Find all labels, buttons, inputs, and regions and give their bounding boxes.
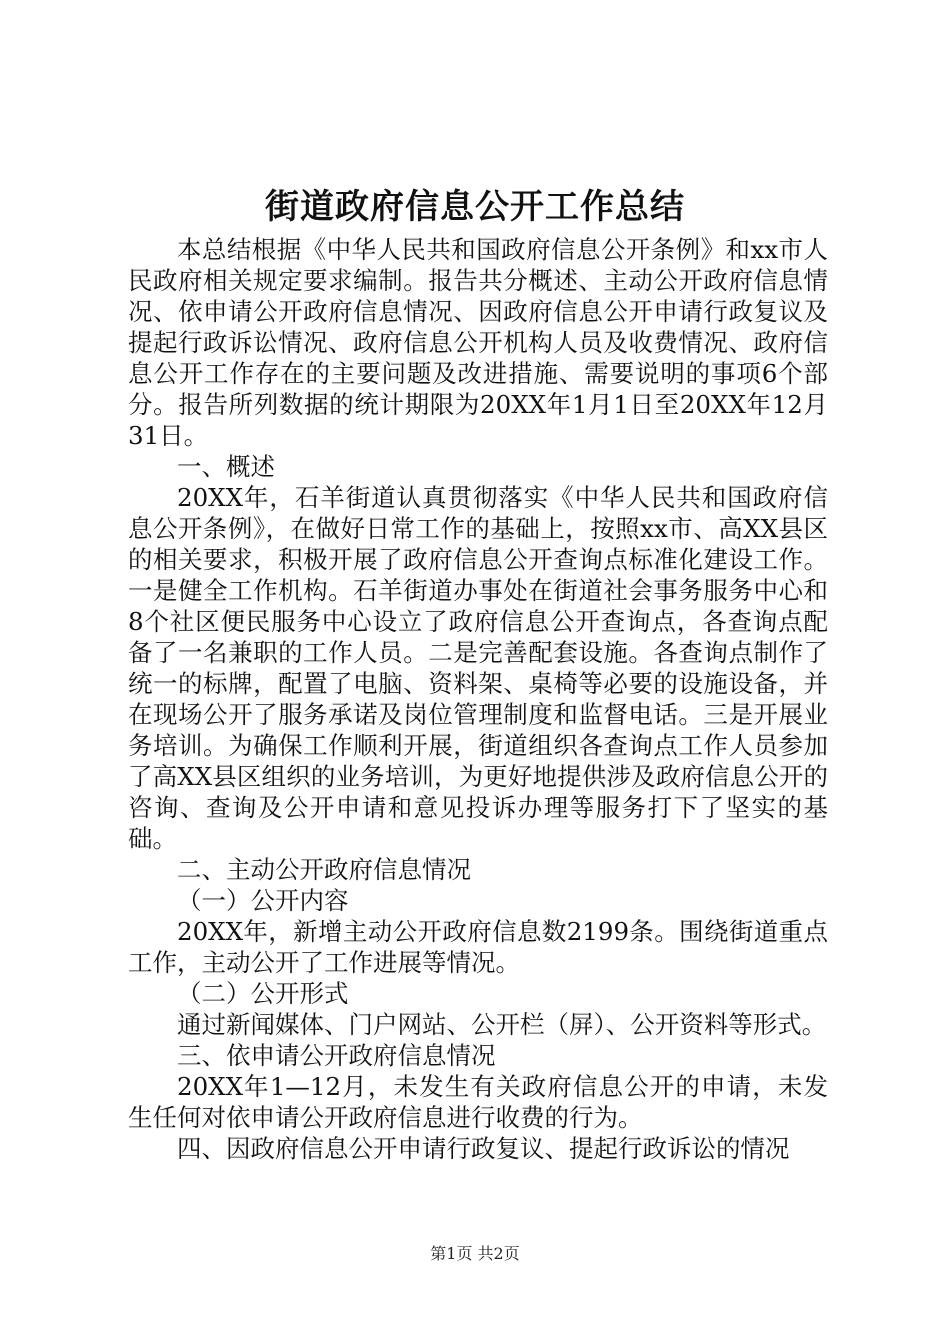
section-heading-overview: 一、概述 [177,452,275,481]
section-heading-request-disclosure: 三、依申请公开政府信息情况 [177,1041,496,1070]
overview-paragraph: 20XX年，石羊街道认真贯彻落实《中华人民共和国政府信息公开条例》，在做好日常工作的基础上，按照xx市、高XX县区的相关要求，积极开展了政府信息公开查询点标准化建设工作。一是健全工作机构。石羊街道办事处在街道社会事务服务中心和8个社区便民服务中心设立了政府信息公开查询点，各查询点配备了一名兼职的工作人员。二是完善配套设施。各查询点制作了统一的标牌，配置了电脑、资料架、桌椅等必要的设施设备，并在现场公开了服务承诺及岗位管理制度和监督电话。三是开展业务培训。为确保工作顺利开展，街道组织各查询点工作人员参加了高XX县区组织的业务培训，为更好地提供涉及政府信息公开的咨询、查询及公开申请和意见投诉办理等服务打下了坚实的基础。 [128,483,828,853]
request-disclosure-paragraph: 20XX年1—12月，未发生有关政府信息公开的申请，未发生任何对依申请公开政府信息进行收费的行为。 [128,1072,828,1132]
disclosure-form-paragraph: 通过新闻媒体、门户网站、公开栏（屏）、公开资料等形式。 [177,1010,827,1039]
disclosure-content-paragraph: 20XX年，新增主动公开政府信息数2199条。围绕街道重点工作，主动公开了工作进展等情况。 [128,917,828,977]
page-footer: 第1页 共2页 [430,1244,520,1263]
document-title: 街道政府信息公开工作总结 [265,187,685,227]
document-body [128,234,828,1164]
section-heading-review-litigation: 四、因政府信息公开申请行政复议、提起行政诉讼的情况 [177,1134,790,1163]
section-heading-active-disclosure: 二、主动公开政府信息情况 [177,855,471,884]
subheading-disclosure-content: （一）公开内容 [177,886,349,915]
subheading-disclosure-form: （二）公开形式 [177,979,349,1008]
intro-paragraph: 本总结根据《中华人民共和国政府信息公开条例》和xx市人民政府相关规定要求编制。报告共分概述、主动公开政府信息情况、依申请公开政府信息情况、因政府信息公开申请行政复议及提起行政诉讼情况、政府信息公开机构人员及收费情况、政府信息公开工作存在的主要问题及改进措施、需要说明的事项6个部分。报告所列数据的统计期限为20XX年1月1日至20XX年12月31日。 [128,235,828,450]
